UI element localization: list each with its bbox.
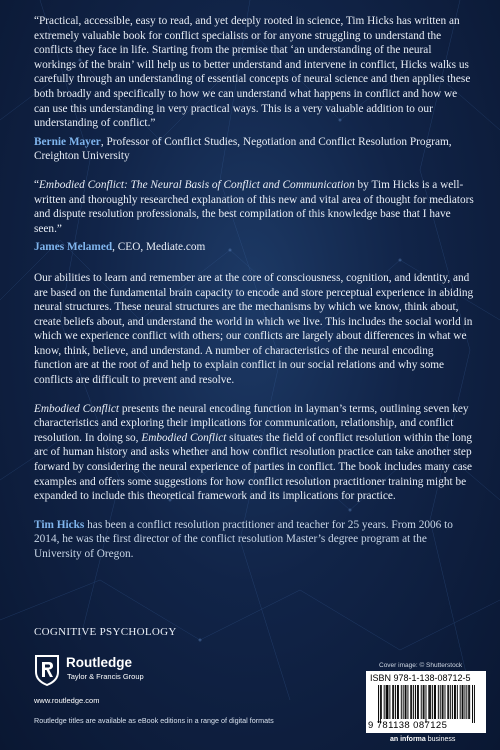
paragraph-2-text-a: presents the neural encoding function in layman’s terms, outlining seven key characteristics and exploring their implications for communication, relationship, and conflict resolution. In doing so, bbox=[34, 402, 469, 444]
barcode-digits: 9 781138 087125 bbox=[368, 720, 448, 731]
endorser-role-1: , Professor of Conflict Studies, Negotiation and Conflict Resolution Program, Creighton University bbox=[34, 135, 452, 163]
endorsement-attribution-2 bbox=[34, 240, 474, 255]
author-bio bbox=[34, 518, 474, 562]
back-cover-text bbox=[34, 14, 474, 562]
endorsement-attribution-1 bbox=[34, 135, 474, 164]
publisher-group: Taylor & Francis Group bbox=[67, 672, 144, 681]
routledge-shield-icon bbox=[34, 654, 60, 686]
informa-bold: an informa bbox=[390, 736, 426, 743]
endorsement-quote-1: “Practical, accessible, easy to read, and yet deeply rooted in science, Tim Hicks has written an extremely valuable book for conflict specialists or for anyone struggling to understand the conflicts they face in life. Starting from the premise that ‘an understanding of the neural workings of the brain’ will help us to better understand and intervene in conflict, Hicks walks us carefully through an understanding of essential concepts of neural science and then applies these both broadly and specifically to how we can understand what happens in conflict and how we can use this understanding in very practical ways. This is a very valuable addition to our understanding of conflict.” bbox=[34, 15, 471, 130]
book-title-1: Embodied Conflict bbox=[34, 402, 120, 415]
routledge-logo bbox=[34, 652, 144, 692]
publisher-name: Routledge bbox=[66, 655, 132, 670]
description-paragraph-2 bbox=[34, 402, 474, 504]
quote-2-body: by Tim Hicks is a well-written and thoroughly researched explanation of this new and vital area of thought for mediators and dispute resolution professionals, the best compilation of this knowledge base that I have seen.” bbox=[34, 178, 474, 235]
paragraph-2-text-b: situates the field of conflict resolution within the long arc of human history and asks whether and how conflict resolution practice can take another step forward by considering the neural experience of parties in conflict. The book includes many case examples and offers some suggestions for how conflict resolution practitioner training might be expanded to include this theoretical framework and its implications for practice. bbox=[34, 431, 473, 503]
author-name: Tim Hicks bbox=[34, 518, 85, 531]
endorser-role-2: , CEO, Mediate.com bbox=[112, 241, 206, 254]
book-title-italic: Embodied Conflict: The Neural Basis of Conflict and Communication bbox=[39, 178, 355, 191]
informa-rest: business bbox=[425, 736, 456, 743]
publisher-website: www.routledge.com bbox=[34, 696, 100, 705]
author-bio-text: has been a conflict resolution practitioner and teacher for 25 years. From 2006 to 2014, he was the first director of the conflict resolution Master’s degree program at the University of Oregon. bbox=[34, 518, 453, 560]
quote-open-mark: “ bbox=[34, 178, 40, 191]
description-paragraph-1: Our abilities to learn and remember are at the core of consciousness, cognition, and identity, and are based on the fundamental brain capacity to encode and store perceptual experience in abiding neural structures. These neural structures are the mechanisms by which we know, think about, create beliefs about, and understand the world in which we live. This includes the social world in which we experience conflict with others; our conflicts are largely about differences in what we know, think, believe, and understand. A number of characteristics of the neural encoding function are at the root of and help to explain conflict in our social relations and why some conflicts are difficult to prevent and resolve. bbox=[34, 271, 474, 387]
isbn-barcode bbox=[366, 671, 486, 733]
isbn-label: ISBN 978-1-138-08712-5 bbox=[370, 673, 471, 683]
book-title-2: Embodied Conflict bbox=[141, 431, 227, 444]
ebook-note: Routledge titles are available as eBook editions in a range of digital formats bbox=[34, 716, 274, 725]
endorsement-quote-2 bbox=[34, 178, 474, 236]
endorser-name-2: James Melamed bbox=[34, 241, 113, 254]
endorser-name-1: Bernie Mayer bbox=[34, 135, 101, 148]
subject-category: COGNITIVE PSYCHOLOGY bbox=[34, 626, 177, 638]
informa-business bbox=[390, 736, 455, 743]
cover-credit: Cover image: © Shutterstock bbox=[379, 662, 463, 669]
